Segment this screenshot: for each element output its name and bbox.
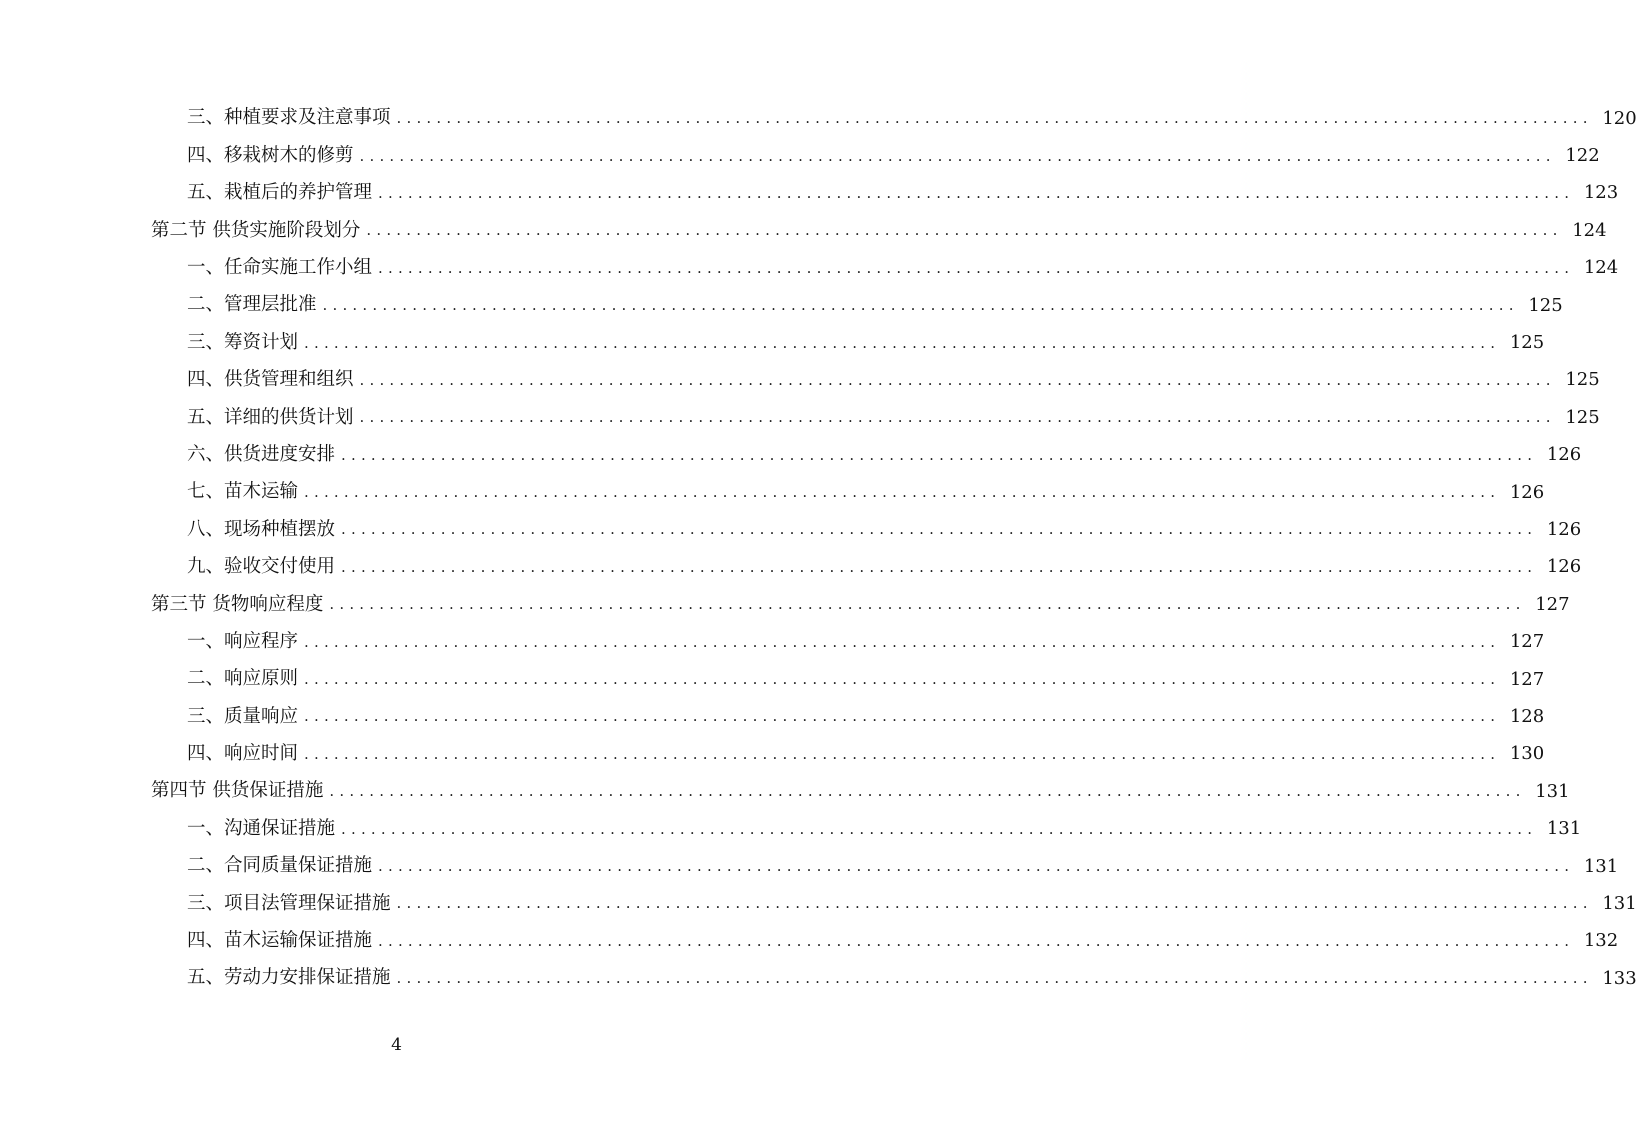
toc-subsection-entry[interactable]	[0, 437, 1582, 474]
toc-entry-title: 八、现场种植摆放	[187, 518, 336, 540]
toc-dot-leader: ........................................................................................................................	[304, 632, 1501, 651]
toc-subsection-entry[interactable]	[0, 511, 1582, 548]
toc-entry-title: 五、详细的供货计划	[187, 406, 354, 428]
toc-dot-leader: ........................................................................................................................	[378, 857, 1575, 875]
toc-subsection-entry[interactable]	[0, 137, 1600, 174]
toc-subsection-entry[interactable]	[0, 362, 1600, 399]
toc-subsection-entry[interactable]	[0, 885, 1637, 922]
toc-entry-title: 二、响应原则	[187, 668, 299, 690]
toc-entry-title: 一、响应程序	[187, 630, 299, 652]
toc-entry-page-number: 126	[1509, 481, 1545, 503]
toc-dot-leader: ........................................................................................................................	[304, 707, 1501, 726]
toc-entry-page-number: 120	[1602, 107, 1637, 129]
toc-entry-page-number: 128	[1509, 705, 1545, 727]
toc-dot-leader: ........................................................................................................................	[304, 333, 1501, 352]
toc-entry-page-number: 125	[1528, 294, 1563, 316]
toc-entry-title: 第四节 供货保证措施	[151, 780, 324, 802]
toc-subsection-entry[interactable]	[0, 698, 1545, 735]
toc-entry-page-number: 126	[1546, 556, 1582, 578]
toc-subsection-entry[interactable]	[0, 661, 1545, 698]
toc-entry-page-number: 131	[1583, 855, 1619, 877]
toc-entry-page-number: 126	[1546, 444, 1582, 466]
toc-entry-title: 三、质量响应	[187, 705, 299, 727]
toc-subsection-entry[interactable]	[0, 960, 1637, 997]
toc-dot-leader: ........................................................................................................................	[329, 782, 1526, 801]
toc-subsection-entry[interactable]	[0, 399, 1600, 436]
toc-dot-leader: ........................................................................................................................	[378, 183, 1575, 202]
toc-entry-page-number: 131	[1535, 780, 1570, 802]
toc-entry-title: 九、验收交付使用	[187, 556, 336, 578]
toc-entry-page-number: 131	[1546, 818, 1582, 840]
toc-section-entry[interactable]	[0, 212, 1607, 249]
toc-entry-title: 四、供货管理和组织	[187, 369, 354, 391]
toc-entry-page-number: 127	[1535, 593, 1570, 615]
toc-dot-leader: ........................................................................................................................	[378, 931, 1575, 950]
toc-entry-page-number: 125	[1565, 369, 1600, 391]
toc-entry-title: 三、项目法管理保证措施	[187, 892, 391, 914]
toc-entry-title: 第三节 货物响应程度	[151, 593, 324, 615]
toc-dot-leader: ........................................................................................................................	[359, 146, 1556, 165]
toc-entry-page-number: 125	[1565, 406, 1600, 428]
toc-dot-leader: ........................................................................................................................	[341, 520, 1538, 539]
toc-subsection-entry[interactable]	[0, 923, 1619, 960]
toc-subsection-entry[interactable]	[0, 250, 1619, 287]
toc-subsection-entry[interactable]	[0, 100, 1637, 137]
toc-dot-leader: ........................................................................................................................	[341, 819, 1538, 838]
toc-dot-leader: ........................................................................................................................	[304, 670, 1501, 689]
toc-dot-leader: ........................................................................................................................	[322, 296, 1519, 315]
toc-entry-title: 二、合同质量保证措施	[187, 855, 373, 877]
toc-subsection-entry[interactable]	[0, 324, 1545, 361]
toc-entry-title: 四、响应时间	[187, 743, 299, 765]
toc-subsection-entry[interactable]	[0, 175, 1619, 212]
toc-entry-page-number: 127	[1509, 668, 1545, 690]
toc-entry-title: 一、沟通保证措施	[187, 817, 336, 839]
toc-entry-page-number: 127	[1509, 631, 1545, 653]
toc-entry-title: 六、供货进度安排	[187, 443, 336, 465]
toc-section-entry[interactable]	[0, 773, 1570, 810]
toc-entry-page-number: 130	[1509, 743, 1545, 765]
toc-dot-leader: ........................................................................................................................	[396, 894, 1593, 913]
toc-entry-page-number: 125	[1509, 332, 1545, 354]
toc-dot-leader: ........................................................................................................................	[366, 221, 1563, 240]
toc-entry-page-number: 131	[1602, 892, 1637, 914]
toc-entry-page-number: 122	[1565, 145, 1600, 167]
toc-entry-page-number: 132	[1583, 930, 1619, 952]
toc-entry-page-number: 124	[1572, 219, 1607, 241]
toc-dot-leader: ........................................................................................................................	[304, 483, 1501, 502]
toc-section-entry[interactable]	[0, 586, 1570, 623]
toc-dot-leader: ........................................................................................................................	[329, 595, 1526, 614]
toc-entry-page-number: 124	[1583, 257, 1619, 279]
toc-dot-leader: ........................................................................................................................	[359, 408, 1556, 427]
toc-entry-title: 一、任命实施工作小组	[187, 257, 373, 278]
toc-entry-title: 二、管理层批准	[187, 294, 317, 316]
toc-entry-page-number: 126	[1546, 518, 1582, 540]
toc-dot-leader: ........................................................................................................................	[378, 258, 1575, 277]
toc-subsection-entry[interactable]	[0, 810, 1582, 847]
toc-entry-title: 七、苗木运输	[187, 481, 299, 503]
toc-dot-leader: ........................................................................................................................	[396, 969, 1593, 988]
page-number: 4	[391, 1035, 402, 1055]
toc-dot-leader: ........................................................................................................................	[359, 370, 1556, 389]
toc-entry-page-number: 123	[1583, 182, 1619, 204]
toc-subsection-entry[interactable]	[0, 848, 1619, 885]
toc-entry-page-number: 133	[1602, 967, 1637, 989]
toc-entry-title: 四、移栽树木的修剪	[187, 144, 354, 166]
toc-dot-leader: ........................................................................................................................	[396, 109, 1593, 128]
toc-entry-title: 第二节 供货实施阶段划分	[151, 219, 361, 241]
toc-subsection-entry[interactable]	[0, 623, 1545, 660]
table-of-contents	[0, 100, 1637, 997]
toc-subsection-entry[interactable]	[0, 736, 1545, 773]
toc-entry-title: 四、苗木运输保证措施	[187, 930, 373, 952]
toc-entry-title: 五、栽植后的养护管理	[187, 182, 373, 204]
toc-subsection-entry[interactable]	[0, 474, 1545, 511]
toc-dot-leader: ........................................................................................................................	[341, 445, 1538, 464]
toc-subsection-entry[interactable]	[0, 549, 1582, 586]
toc-entry-title: 五、劳动力安排保证措施	[187, 967, 391, 989]
toc-entry-title: 三、筹资计划	[187, 331, 299, 353]
toc-dot-leader: ........................................................................................................................	[341, 557, 1538, 576]
toc-dot-leader: ........................................................................................................................	[304, 744, 1501, 763]
toc-subsection-entry[interactable]	[0, 287, 1563, 324]
toc-entry-title: 三、种植要求及注意事项	[187, 107, 391, 129]
